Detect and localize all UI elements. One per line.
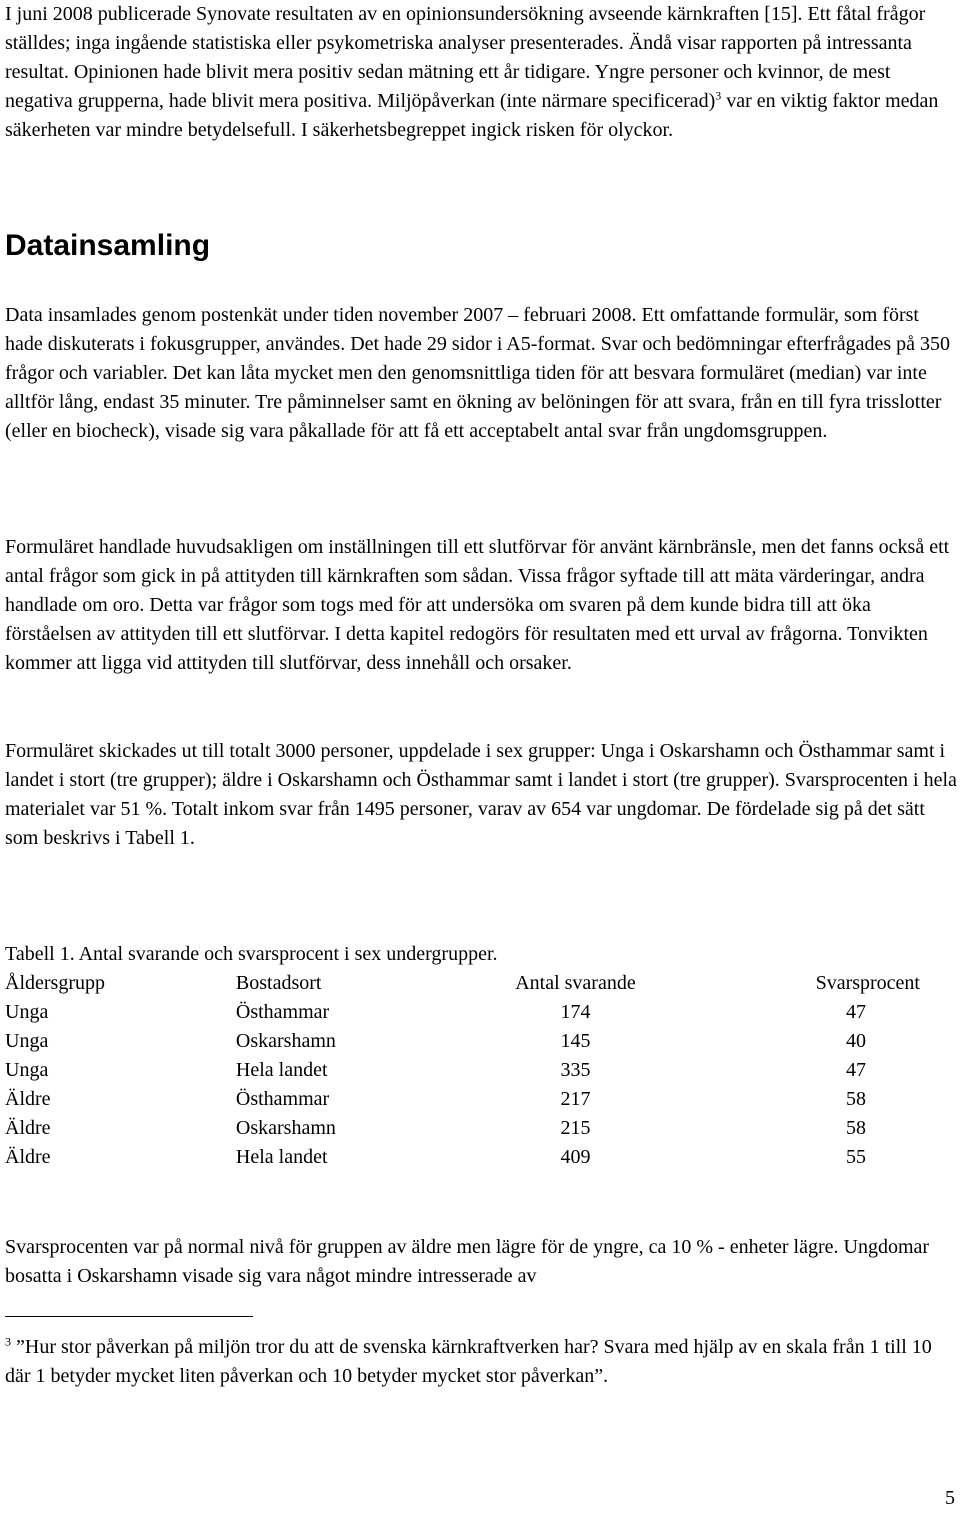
- table-cell: Unga: [5, 1059, 49, 1081]
- table-row: [5, 1056, 920, 1085]
- table-header-cell: Bostadsort: [235, 972, 322, 994]
- table-header-cell: Åldersgrupp: [5, 972, 105, 994]
- table-cell: Äldre: [5, 1146, 51, 1168]
- footnote-text: ”Hur stor påverkan på miljön tror du att de svenska kärnkraftverken har? Svara med hjälp av en skala från 1 till 10 där 1 betyder mycket liten påverkan och 10 betyder mycket stor påverkan”.: [5, 1336, 932, 1387]
- table-caption: Tabell 1. Antal svarande och svarsprocent i sex undergrupper.: [5, 943, 498, 965]
- page-number: 5: [945, 1487, 955, 1509]
- paragraph-data-collection: Data insamlades genom postenkät under tiden november 2007 – februari 2008. Ett omfattande formulär, som först hade diskuterats i fokusgrupper, användes. Det hade 29 sidor i A5-format. Svar och bedömningar efterfrågades på 350 frågor och variabler. Det kan låta mycket men den genomsnittliga tiden för att besvara formuläret (median) var inte alltför lång, endast 35 minuter. Tre påminnelser samt en ökning av belöningen för att svara, från en till fyra trisslotter (eller en biocheck), visade sig vara påkallade för att få ett acceptabelt antal svar från ungdomsgruppen.: [5, 304, 951, 442]
- table-cell: 145: [560, 1030, 591, 1052]
- table-cell: Unga: [5, 1030, 49, 1052]
- table-cell: Äldre: [5, 1088, 51, 1110]
- section-heading: Datainsamling: [5, 229, 211, 262]
- table-cell: 217: [560, 1088, 591, 1110]
- footnote-reference: 3: [715, 88, 722, 103]
- table-cell: Hela landet: [235, 1059, 328, 1081]
- table-cell: Unga: [5, 1001, 49, 1023]
- intro-text-part1: I juni 2008 publicerade Synovate resultaten av en opinionsundersökning avseende kärnkraften [15]. Ett fåtal frågor ställdes; inga ingående statistiska eller psykometriska analyser presenterades. Ändå visar rapporten på intressanta resultat. Opinionen hade blivit mera positiv sedan mätning ett år tidigare. Yngre personer och kvinnor, de mest negativa grupperna, hade blivit mera positiva. Miljöpåverkan (inte närmare specificerad): [5, 3, 926, 112]
- table-row: [5, 998, 920, 1027]
- table-header-cell: Antal svarande: [515, 972, 636, 994]
- paragraph-questionnaire: Formuläret handlade huvudsakligen om inställningen till ett slutförvar för använt kärnbränsle, men det fanns också ett antal frågor som gick in på attityden till kärnkraften som sådan. Vissa frågor syftade till att mäta värderingar, andra handlade om oro. Detta var frågor som togs med för att undersöka om svaren på dem kunde bidra till att öka förståelsen av attityden till ett slutförvar. I detta kapitel redogörs för resultaten med ett urval av frågorna. Tonvikten kommer att ligga vid attityden till slutförvar, dess innehåll och orsaker.: [5, 536, 950, 674]
- table-row: [5, 1085, 920, 1114]
- intro-text-part2: var en viktig faktor medan säkerheten var mindre betydelsefull. I säkerhetsbegreppet ingick risken för olyckor.: [5, 90, 939, 141]
- table-cell: Oskarshamn: [235, 1117, 336, 1139]
- table-cell: 47: [846, 1059, 866, 1081]
- table-cell: 335: [560, 1059, 591, 1081]
- paragraph-response-rate: Svarsprocenten var på normal nivå för gruppen av äldre men lägre för de yngre, ca 10 % - enheter lägre. Ungdomar bosatta i Oskarshamn visade sig vara något mindre intresserade av: [5, 1236, 930, 1287]
- table-cell: Hela landet: [235, 1146, 328, 1168]
- table-cell: Oskarshamn: [235, 1030, 336, 1052]
- table-cell: 215: [560, 1117, 591, 1139]
- table-cell: Östhammar: [235, 1088, 330, 1110]
- results-table: [5, 969, 920, 1172]
- paragraph-sample: Formuläret skickades ut till totalt 3000 personer, uppdelade i sex grupper: Unga i Oskarshamn och Östhammar samt i landet i stort (tre grupper); äldre i Oskarshamn och Östhammar samt i landet i stort (tre grupper). Svarsprocenten i hela materialet var 51 %. Totalt inkom svar från 1495 personer, varav av 654 var ungdomar. De fördelade sig på det sätt som beskrivs i Tabell 1.: [5, 740, 957, 849]
- table-cell: Äldre: [5, 1117, 51, 1139]
- table-cell: 409: [560, 1146, 591, 1168]
- table-header-row: [5, 969, 920, 998]
- table-cell: Östhammar: [235, 1001, 330, 1023]
- footnote-number: 3: [5, 1334, 11, 1349]
- table-cell: 47: [846, 1001, 866, 1023]
- table-row: [5, 1143, 920, 1172]
- table-row: [5, 1027, 920, 1056]
- table-row: [5, 1114, 920, 1143]
- table-cell: 58: [846, 1117, 866, 1139]
- table-cell: 58: [846, 1088, 866, 1110]
- intro-paragraph: [5, 0, 957, 145]
- footnote-divider: [5, 1316, 253, 1317]
- table-cell: 55: [846, 1146, 866, 1168]
- table-cell: 40: [846, 1030, 866, 1052]
- footnote: [5, 1333, 957, 1391]
- table-cell: 174: [560, 1001, 591, 1023]
- table-header-cell: Svarsprocent: [815, 972, 920, 994]
